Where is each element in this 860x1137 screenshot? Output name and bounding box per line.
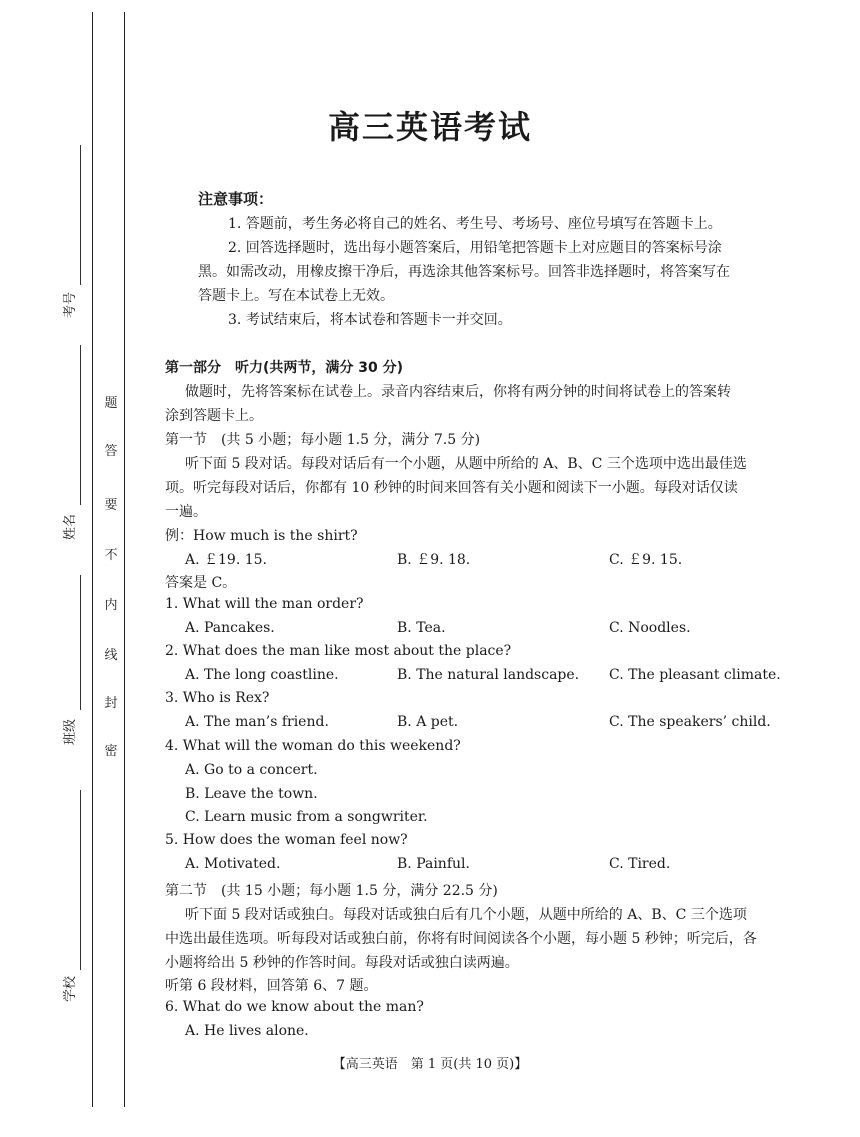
section2-heading: 第二节 (共 15 小题；每小题 1.5 分，满分 22.5 分) <box>165 883 498 899</box>
q4-option-a: A. Go to a concert. <box>185 762 318 778</box>
q1-option-b: B. Tea. <box>397 620 446 636</box>
question-4: 4. What will the woman do this weekend? <box>165 738 461 754</box>
example-question: 例：How much is the shirt? <box>165 528 358 544</box>
q4-option-c: C. Learn music from a songwriter. <box>185 809 428 825</box>
seal-char: 答 <box>104 444 118 459</box>
question-6: 6. What do we know about the man? <box>165 999 424 1015</box>
example-option-b: B. ￡9. 18. <box>397 552 471 568</box>
binding-line-left <box>92 12 93 1107</box>
section1-intro: 听下面 5 段对话。每段对话后有一个小题，从题中所给的 A、B、C 三个选项中选出最佳选 <box>185 456 747 472</box>
seal-char: 密 <box>104 744 118 759</box>
notice-line: 黑。如需改动，用橡皮擦干净后，再选涂其他答案标号。回答非选择题时，将答案写在 <box>198 264 730 280</box>
seal-char: 不 <box>104 548 118 563</box>
seal-char: 内 <box>104 598 118 613</box>
q5-option-b: B. Painful. <box>397 856 470 872</box>
class-label: 班级 <box>63 718 78 745</box>
section1-heading: 第一节 (共 5 小题；每小题 1.5 分，满分 7.5 分) <box>165 432 481 448</box>
name-label: 姓名 <box>63 513 78 540</box>
question-3: 3. Who is Rex? <box>165 690 270 706</box>
q6-option-a: A. He lives alone. <box>185 1023 309 1039</box>
notice-line: 3. 考试结束后，将本试卷和答题卡一并交回。 <box>228 312 512 328</box>
q2-option-b: B. The natural landscape. <box>397 667 580 683</box>
example-option-a: A. ￡19. 15. <box>185 552 267 568</box>
section1-intro: 项。听完每段对话后，你都有 10 秒钟的时间来回答有关小题和阅读下一小题。每段对话仅读 <box>165 480 738 496</box>
q2-option-c: C. The pleasant climate. <box>609 667 781 683</box>
binding-line-right <box>124 12 125 1107</box>
q2-option-a: A. The long coastline. <box>185 667 339 683</box>
notice-line: 1. 答题前，考生务必将自己的姓名、考生号、考场号、座位号填写在答题卡上。 <box>228 216 722 232</box>
notice-line: 答题卡上。写在本试卷上无效。 <box>198 288 394 304</box>
material-instruction: 听第 6 段材料，回答第 6、7 题。 <box>165 978 378 994</box>
q1-option-a: A. Pancakes. <box>185 620 275 636</box>
notice-heading: 注意事项： <box>198 190 274 208</box>
q4-option-b: B. Leave the town. <box>185 786 318 802</box>
class-field[interactable] <box>80 575 81 710</box>
question-1: 1. What will the man order? <box>165 596 364 612</box>
q3-option-c: C. The speakers’ child. <box>609 714 771 730</box>
section2-intro: 听下面 5 段对话或独白。每段对话或独白后有几个小题，从题中所给的 A、B、C 三个选项 <box>185 907 747 923</box>
page-title: 高三英语考试 <box>327 108 532 146</box>
section1-intro: 一遍。 <box>165 504 207 520</box>
section2-intro: 小题将给出 5 秒钟的作答时间。每段对话或独白读两遍。 <box>165 955 519 971</box>
question-5: 5. How does the woman feel now? <box>165 832 408 848</box>
part1-intro: 涂到答题卡上。 <box>165 408 263 424</box>
example-answer: 答案是 C。 <box>165 575 237 591</box>
exam-number-label: 考号 <box>63 291 78 318</box>
example-option-c: C. ￡9. 15. <box>609 552 683 568</box>
part1-heading: 第一部分 听力(共两节，满分 30 分) <box>165 360 404 376</box>
section2-intro: 中选出最佳选项。听每段对话或独白前，你将有时间阅读各个小题，每小题 5 秒钟；听完后，各 <box>165 931 757 947</box>
seal-char: 要 <box>104 498 118 513</box>
notice-line: 2. 回答选择题时，选出每小题答案后，用铅笔把答题卡上对应题目的答案标号涂 <box>228 240 722 256</box>
page-footer: 【高三英语 第 1 页(共 10 页)】 <box>332 1057 528 1072</box>
question-2: 2. What does the man like most about the place? <box>165 643 512 659</box>
part1-intro: 做题时，先将答案标在试卷上。录音内容结束后，你将有两分钟的时间将试卷上的答案转 <box>185 384 731 400</box>
q3-option-a: A. The man’s friend. <box>185 714 329 730</box>
q5-option-c: C. Tired. <box>609 856 671 872</box>
school-label: 学校 <box>63 975 78 1002</box>
seal-char: 题 <box>104 396 118 411</box>
q3-option-b: B. A pet. <box>397 714 459 730</box>
seal-char: 线 <box>104 648 118 663</box>
q5-option-a: A. Motivated. <box>185 856 281 872</box>
name-field[interactable] <box>80 345 81 505</box>
exam-number-field[interactable] <box>80 145 81 285</box>
seal-char: 封 <box>104 696 118 711</box>
q1-option-c: C. Noodles. <box>609 620 691 636</box>
school-field[interactable] <box>80 790 81 970</box>
